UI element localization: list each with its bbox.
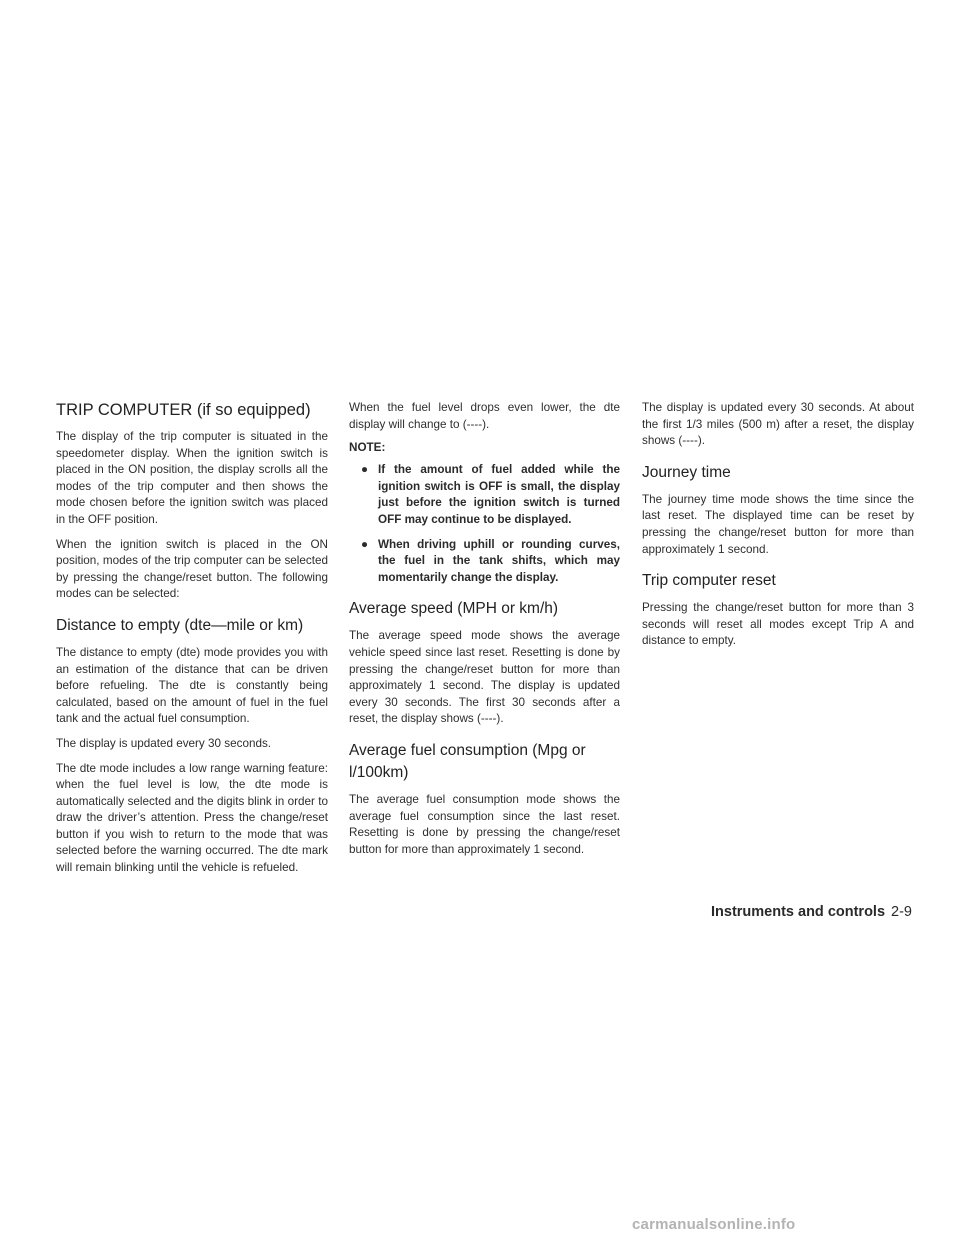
paragraph: When the ignition switch is placed in the ON position, modes of the trip computer can be selected by pressing the change/reset button. The following modes can be selected: [56,537,328,601]
paragraph: The display of the trip computer is situated in the speedometer display. When the ignition switch is placed in the ON position, the display scrolls all the modes of the trip computer and then shows the mode chosen before the ignition switch was placed in the OFF position. [56,430,328,526]
subheading-journey-time: Journey time [642,463,731,481]
subheading-trip-reset: Trip computer reset [642,572,776,590]
list-item [349,462,620,528]
paragraph: The average speed mode shows the average vehicle speed since last reset. Resetting is done by pressing the change/reset button for more than approximately 1 second. The display is updated every 30 seconds. The first 30 seconds after a reset, the display shows (----). [349,629,620,726]
paragraph: The dte mode includes a low range warning feature: when the fuel level is low, the dte mode is automatically selected and the digits blink in order to draw the driver’s attention. Press the change/reset button if you wish to return to the mode that was selected before the warning occurred. The dte mark will remain blinking until the vehicle is refueled. [56,761,328,875]
footer-section-name: Instruments and controls [711,904,886,920]
paragraph: The journey time mode shows the time since the last reset. The displayed time can be reset by pressing the change/reset button for more than approximately 1 second. [642,492,914,556]
paragraph: The average fuel consumption mode shows the average fuel consumption since the last reset. Resetting is done by pressing the change/reset button for more than approximately 1 second. [349,792,620,856]
list-item-text: If the amount of fuel added while the ignition switch is OFF is small, the display just before the ignition switch is turned OFF may continue to be displayed. [378,463,620,526]
note-label: NOTE: [349,441,386,455]
bullet-icon: ● [361,537,369,551]
bullet-icon: ● [361,463,369,477]
paragraph: Pressing the change/reset button for more than 3 seconds will reset all modes except Trip A and distance to empty. [642,601,914,648]
list-item [349,537,620,587]
page-number: 2-9 [891,904,912,920]
paragraph: The display is updated every 30 seconds. [56,736,272,750]
subheading-dte: Distance to empty (dte—mile or km) [56,616,304,634]
subheading-average-speed: Average speed (MPH or km/h) [349,600,559,618]
watermark: carmanualsonline.info [632,1216,796,1233]
column-2 [349,400,620,866]
paragraph: The distance to empty (dte) mode provides you with an estimation of the distance that can be driven before refueling. The dte is constantly being calculated, based on the amount of fuel in the fuel tank and the actual fuel consumption. [56,645,328,726]
note-list [349,462,620,586]
page-footer [711,904,912,920]
list-item-text: When driving uphill or rounding curves, the fuel in the tank shifts, which may momentarily change the display. [378,537,620,584]
column-1 [56,400,328,885]
subheading-average-fuel: Average fuel consumption (Mpg or l/100km) [349,741,586,781]
column-3 [642,400,914,658]
section-title: TRIP COMPUTER (if so equipped) [56,401,311,419]
paragraph: The display is updated every 30 seconds. At about the first 1/3 miles (500 m) after a reset, the display shows (----). [642,401,914,448]
paragraph: When the fuel level drops even lower, the dte display will change to (----). [349,401,620,431]
